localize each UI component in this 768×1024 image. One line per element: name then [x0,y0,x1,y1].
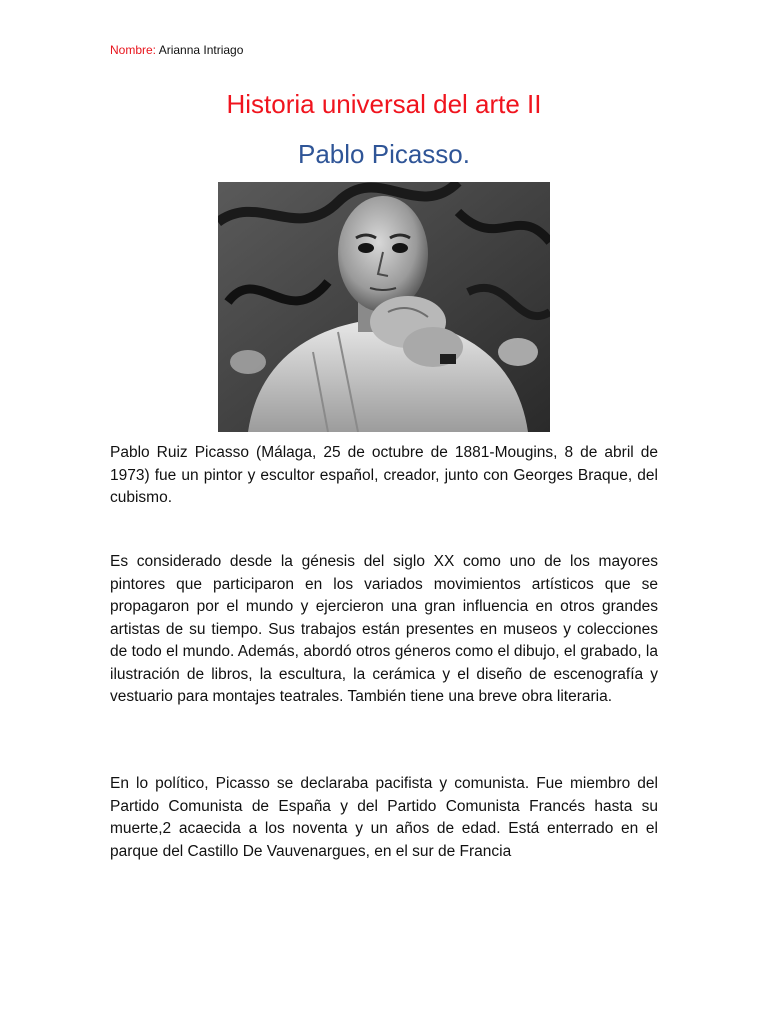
paragraph-biography: Pablo Ruiz Picasso (Málaga, 25 de octubre de 1881-Mougins, 8 de abril de 1973) fue un pintor y escultor español, creador, junto con Georges Braque, del cubismo. [110,444,658,506]
paragraph-politics: En lo político, Picasso se declaraba pacifista y comunista. Fue miembro del Partido Comunista de España y del Partido Comunista Francés hasta su muerte,2 acaecida a los noventa y un años de edad. Está enterrado en el parque del Castillo De Vauvenargues, en el sur de Francia [110,775,658,860]
author-line [110,42,243,58]
document-title: Historia universal del arte II [226,89,542,119]
paragraph-influence: Es considerado desde la génesis del siglo XX como uno de los mayores pintores que participaron en los variados movimientos artísticos que se propagaron por el mundo y ejercieron una gran influencia en otros grandes artistas de su tiempo. Sus trabajos están presentes en museos y colecciones de todo el mundo. Además, abordó otros géneros como el dibujo, el grabado, la ilustración de libros, la escultura, la cerámica y el diseño de escenografía y vestuario para montajes teatrales. También tiene una breve obra literaria. [110,553,658,705]
portrait-illustration [218,182,550,432]
portrait-photo [218,182,550,432]
document-subtitle: Pablo Picasso. [298,139,470,169]
name-value: Arianna Intriago [156,43,244,57]
name-label: Nombre: [110,43,157,57]
